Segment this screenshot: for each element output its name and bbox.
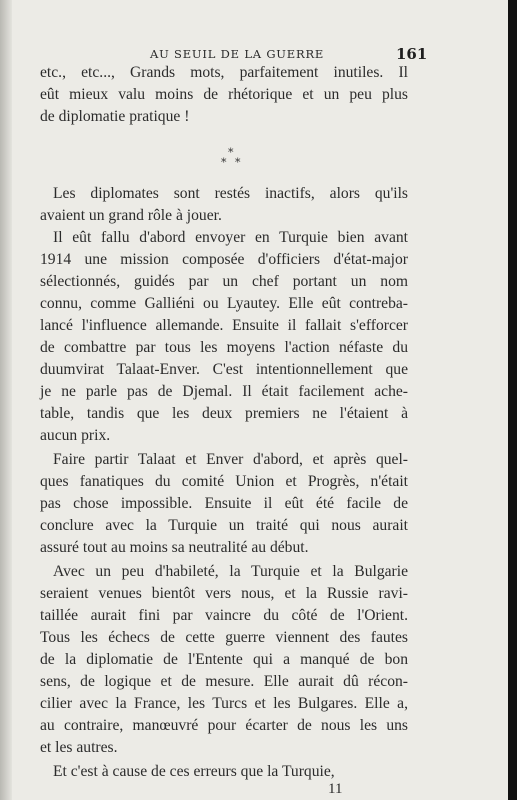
scan-edge <box>508 0 517 800</box>
text-line: conclure avec la Turquie un traité qui nous aurait <box>40 517 408 534</box>
text-line: taillée aurait fini par vaincre du côté de l'Orient. <box>40 607 408 624</box>
text-line: duumvirat Talaat-Enver. C'est intentionnellement que <box>40 361 408 378</box>
text-line: connu, comme Galliéni ou Lyautey. Elle eût contreba- <box>40 295 408 312</box>
text-line: aucun prix. <box>40 427 111 444</box>
text-line: sens, de logique et de mesure. Elle aurait dû récon- <box>40 673 408 690</box>
page-gutter-shadow <box>0 0 12 800</box>
text-line: 1914 une mission composée d'officiers d'état-major <box>40 251 408 268</box>
text-line: Faire partir Talaat et Enver d'abord, et après quel- <box>53 451 408 468</box>
running-head-title: AU SEUIL DE LA GUERRE <box>150 47 325 61</box>
text-line: eût mieux valu moins de rhétorique et un peu plus <box>40 86 408 103</box>
asterism-star-left: * <box>221 156 227 169</box>
text-line: lancé l'influence allemande. Ensuite il fallait s'efforcer <box>40 317 408 334</box>
text-line: table, tandis que les deux premiers ne l'étaient à <box>40 405 408 422</box>
text-line: Les diplomates sont restés inactifs, alors qu'ils <box>53 185 408 202</box>
text-line: et les autres. <box>40 739 118 756</box>
text-line: etc., etc..., Grands mots, parfaitement inutiles. Il <box>40 64 408 81</box>
asterism-star-top: * <box>228 146 234 159</box>
text-line: avaient un grand rôle à jouer. <box>40 207 222 224</box>
text-line: de la diplomatie de l'Entente qui a manqué de bon <box>40 651 408 668</box>
text-line: assuré tout au moins sa neutralité au début. <box>40 539 309 556</box>
text-line: je ne parle pas de Djemal. Il était facilement ache- <box>40 383 408 400</box>
text-line: Et c'est à cause de ces erreurs que la Turquie, <box>53 763 335 780</box>
text-line: de diplomatie pratique ! <box>40 108 190 125</box>
text-line: sélectionnés, guidés par un chef portant un nom <box>40 273 408 290</box>
text-line: de combattre par tous les moyens l'action néfaste du <box>40 339 408 356</box>
text-line: Tous les échecs de cette guerre viennent des fautes <box>40 629 408 646</box>
text-line: seraient venues bientôt vers nous, et la Russie ravi- <box>40 585 408 602</box>
text-line: Il eût fallu d'abord envoyer en Turquie bien avant <box>53 229 408 246</box>
text-line: pas chose impossible. Ensuite il eût été facile de <box>40 495 408 512</box>
text-line: Avec un peu d'habileté, la Turquie et la Bulgarie <box>53 563 408 580</box>
text-line: cilier avec la France, les Turcs et les Bulgares. Elle a, <box>40 695 408 712</box>
text-line: ques fanatiques du comité Union et Progrès, n'était <box>40 473 408 490</box>
asterism-star-right: * <box>235 156 241 169</box>
page-number: 161 <box>396 45 428 63</box>
section-break-asterism <box>218 146 248 172</box>
signature-mark: 11 <box>328 781 343 797</box>
text-line: au contraire, manœuvré pour écarter de nous les uns <box>40 717 408 734</box>
